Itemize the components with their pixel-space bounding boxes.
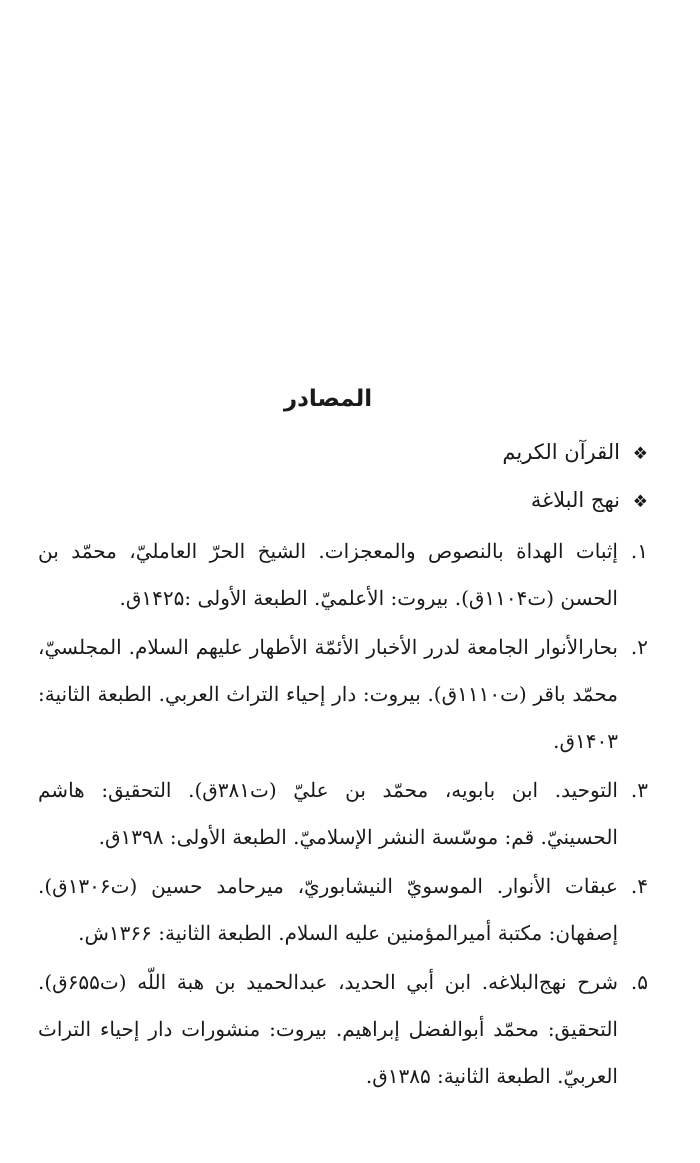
reference-list (38, 528, 648, 1100)
sources-section (38, 378, 648, 1102)
reference-text: بحارالأنوار الجامعة لدرر الأخبار الأئمّة الأطهار عليهم السلام. المجلسيّ، محمّد باقر (ت١١١٠ق). بيروت: دار إحياء التراث العربي. الطبعة الثانية: ١۴٠٣ق. (38, 635, 618, 753)
reference-item (38, 528, 648, 622)
diamond-bullet-icon: ❖ (632, 444, 648, 464)
reference-item (38, 863, 648, 957)
reference-number: ١. (630, 539, 648, 563)
page-title: المصادر (283, 386, 373, 412)
bullet-item-label: القرآن الكريم (502, 440, 620, 464)
reference-item (38, 624, 648, 765)
reference-number: ۵. (630, 970, 648, 994)
reference-item (38, 959, 648, 1100)
reference-text: التوحيد. ابن بابويه، محمّد بن عليّ (ت٣٨١ق). التحقيق: هاشم الحسينيّ. قم: موسّسة النشر الإسلاميّ. الطبعة الأولى: ١٣٩٨ق. (38, 778, 618, 849)
bullet-item-quran (38, 428, 648, 476)
reference-text: عبقات الأنوار. الموسويّ النيشابوريّ، ميرحامد حسين (ت١٣٠۶ق). إصفهان: مكتبة أميرالمؤمنين عليه السلام. الطبعة الثانية: ١٣۶۶ش. (38, 874, 618, 945)
reference-text: شرح نهج‌البلاغه. ابن أبي الحديد، عبدالحميد بن هبة اللّه (ت۶۵۵ق). التحقيق: محمّد أبوالفضل إبراهيم. بيروت: منشورات دار إحياء التراث العربيّ. الطبعة الثانية: ١٣٨۵ق. (38, 970, 618, 1088)
bullet-item-nahj (38, 476, 648, 524)
diamond-bullet-icon: ❖ (632, 492, 648, 512)
reference-number: ٣. (630, 778, 648, 802)
bullet-item-label: نهج البلاغة (530, 488, 620, 512)
reference-number: ۴. (630, 874, 648, 898)
reference-number: ٢. (630, 635, 648, 659)
reference-text: إثبات الهداة بالنصوص والمعجزات. الشيخ الحرّ العامليّ، محمّد بن الحسن (ت١١٠۴ق). بيروت: الأعلميّ. الطبعة الأولى :١۴٢۵ق. (38, 539, 618, 610)
reference-item (38, 767, 648, 861)
